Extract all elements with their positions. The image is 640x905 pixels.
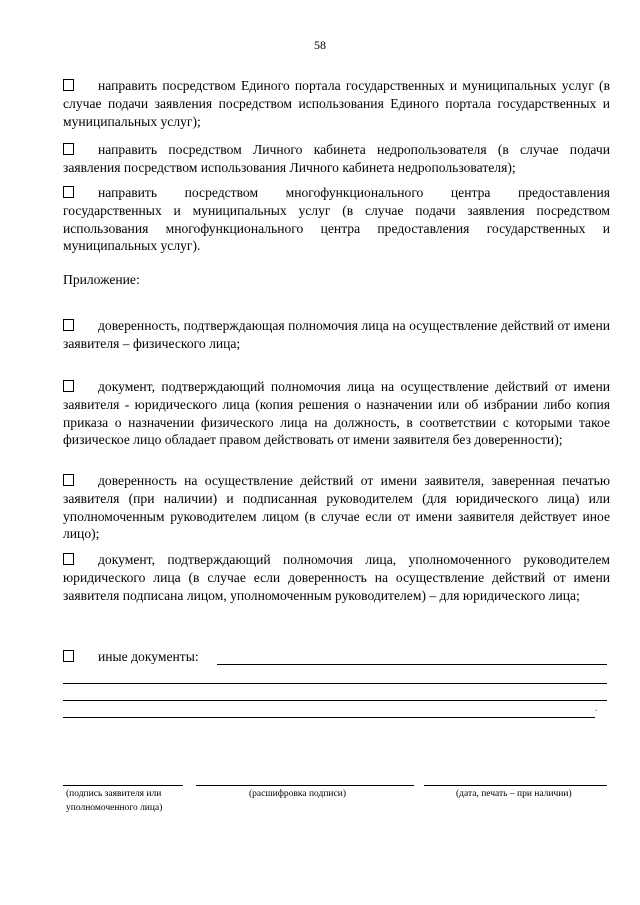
other-documents-label: иные документы:: [98, 649, 199, 664]
signature-caption-line-2: уполномоченного лица): [66, 803, 163, 813]
attachment-text: доверенность на осуществление действий от имени заявителя, заверенная печатью заявителя (при наличии) и подписанная руководителем (для юридического лица) или уполномоченным руководителем лицом (в случае если от имени заявителя действует иное лицо);: [63, 473, 610, 542]
page-number: 58: [314, 38, 326, 52]
option-text: направить посредством Личного кабинета недропользователя (в случае подачи заявления посредством использования Личного кабинета недропользователя);: [63, 142, 610, 175]
transcript-caption: (расшифровка подписи): [249, 789, 346, 799]
attachment-authority-authorized-person: [63, 551, 610, 604]
checkbox[interactable]: [63, 79, 74, 91]
other-documents-input-line-1[interactable]: [217, 664, 607, 665]
attachment-authority-legal-entity: [63, 378, 610, 449]
checkbox[interactable]: [63, 553, 74, 565]
option-text: направить посредством Единого портала государственных и муниципальных услуг (в случае подачи заявления посредством использования Единого портала государственных и муниципальных услуг);: [63, 78, 610, 129]
checkbox[interactable]: [63, 319, 74, 331]
signature-caption: [66, 787, 162, 815]
attachment-text: документ, подтверждающий полномочия лица, уполномоченного руководителем юридического лица (в случае если доверенность на осуществление действий от имени заявителя подписана лицом, уполномоченным руководителем) – для юридического лица;: [63, 552, 610, 603]
checkbox[interactable]: [63, 186, 74, 198]
other-documents-end-mark: .: [595, 703, 598, 714]
date-seal-line[interactable]: [424, 785, 607, 786]
attachment-text: доверенность, подтверждающая полномочия лица на осуществление действий от имени заявителя – физического лица;: [63, 318, 610, 351]
other-documents-input-line-4[interactable]: [63, 717, 595, 718]
attachment-power-of-attorney-individual: [63, 317, 610, 353]
checkbox[interactable]: [63, 143, 74, 155]
signature-line[interactable]: [63, 785, 183, 786]
checkbox[interactable]: [63, 380, 74, 392]
transcript-line[interactable]: [196, 785, 414, 786]
other-documents-input-line-3[interactable]: [63, 700, 607, 701]
date-seal-caption: (дата, печать – при наличии): [456, 789, 572, 799]
option-text: направить посредством многофункционального центра предоставления государственных и муниципальных услуг (в случае подачи заявления посредством использования многофункционального центра предоставления государственных и муниципальных услуг).: [63, 185, 610, 254]
delivery-option-mfc: [63, 184, 610, 255]
attachment-text: документ, подтверждающий полномочия лица на осуществление действий от имени заявителя - юридического лица (копия решения о назначении или об избрании либо копия приказа о назначении физического лица на должность, в соответствии с которыми такое физическое лицо обладает правом действовать от имени заявителя без доверенности);: [63, 379, 610, 448]
appendix-heading: Приложение:: [63, 272, 140, 287]
delivery-option-portal: [63, 77, 610, 130]
checkbox[interactable]: [63, 650, 74, 662]
attachment-power-of-attorney-sealed: [63, 472, 610, 543]
signature-caption-line-1: (подпись заявителя или: [66, 789, 162, 799]
other-documents-input-line-2[interactable]: [63, 683, 607, 684]
delivery-option-cabinet: [63, 141, 610, 177]
checkbox[interactable]: [63, 474, 74, 486]
